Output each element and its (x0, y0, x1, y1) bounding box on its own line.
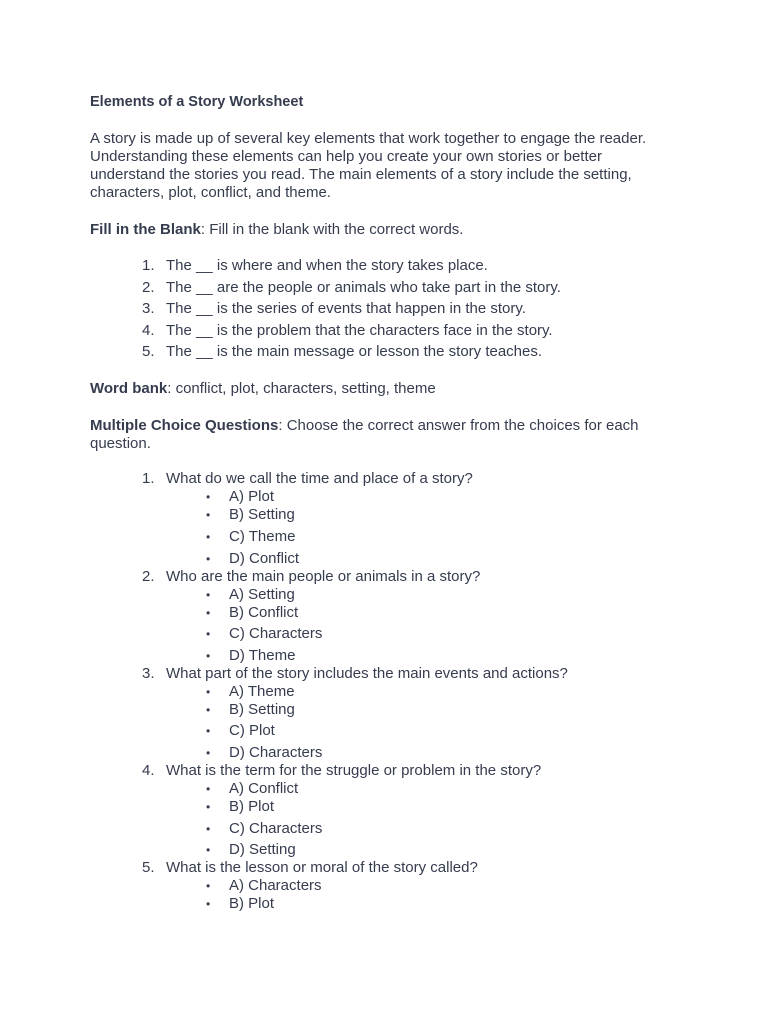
bullet-icon: • (206, 781, 211, 796)
mcq-question (142, 568, 670, 665)
bullet-icon: • (206, 490, 211, 505)
option-item (206, 586, 670, 604)
bullet-icon: • (206, 551, 211, 566)
option-item (206, 895, 670, 913)
bullet-icon: • (206, 821, 211, 836)
option-item (206, 820, 670, 838)
intro-paragraph: A story is made up of several key elements that work together to engage the reader. Understanding these elements can help you create your own stories or better understand the stories you read. The main elements of a story include the setting, characters, plot, conflict, and theme. (90, 130, 647, 201)
question-text: Who are the main people or animals in a story? (166, 567, 481, 585)
option-text: C) Theme (229, 527, 296, 545)
mcq-label: Multiple Choice Questions (90, 417, 279, 435)
question-number: 2. (142, 567, 155, 585)
bullet-icon: • (206, 724, 211, 739)
fill-in-item (142, 343, 670, 361)
option-text: B) Setting (229, 700, 295, 718)
option-list (166, 877, 670, 913)
item-number: 4. (142, 321, 155, 339)
word-bank-text: : conflict, plot, characters, setting, theme (167, 380, 436, 398)
option-list (166, 586, 670, 665)
bullet-icon: • (206, 843, 211, 858)
bullet-icon: • (206, 627, 211, 642)
option-item (206, 506, 670, 524)
option-text: C) Characters (229, 625, 323, 643)
option-item (206, 722, 670, 740)
option-text: B) Plot (229, 797, 275, 815)
bullet-icon: • (206, 745, 211, 760)
bullet-icon: • (206, 702, 211, 717)
question-text: What part of the story includes the main events and actions? (166, 664, 568, 682)
bullet-icon: • (206, 897, 211, 912)
bullet-icon: • (206, 684, 211, 699)
option-text: D) Conflict (229, 549, 300, 567)
fill-in-item (142, 322, 670, 340)
question-text: What is the lesson or moral of the story called? (166, 859, 478, 877)
bullet-icon: • (206, 879, 211, 894)
option-text: A) Setting (229, 585, 295, 603)
bullet-icon: • (206, 508, 211, 523)
bullet-icon: • (206, 605, 211, 620)
fill-in-item (142, 257, 670, 275)
option-text: A) Theme (229, 682, 295, 700)
option-text: A) Conflict (229, 779, 299, 797)
item-text: The __ is the problem that the characters face in the story. (166, 321, 553, 339)
fill-in-label: Fill in the Blank (90, 221, 201, 238)
option-text: D) Theme (229, 646, 296, 664)
mcq-question (142, 470, 670, 567)
option-text: C) Characters (229, 819, 323, 837)
item-number: 1. (142, 257, 155, 274)
item-text: The __ are the people or animals who take part in the story. (166, 278, 561, 296)
option-text: A) Plot (229, 488, 275, 506)
bullet-icon: • (206, 587, 211, 602)
mcq-instructions (90, 417, 670, 453)
item-number: 2. (142, 278, 155, 296)
question-text: What is the term for the struggle or problem in the story? (166, 761, 542, 779)
option-list (166, 683, 670, 762)
option-item (206, 647, 670, 665)
option-text: D) Setting (229, 841, 296, 859)
mcq-list (90, 470, 670, 913)
fill-in-item (142, 279, 670, 297)
option-item (206, 877, 670, 895)
option-item (206, 604, 670, 622)
option-item (206, 488, 670, 506)
option-text: A) Characters (229, 877, 322, 895)
option-item (206, 780, 670, 798)
item-number: 5. (142, 343, 155, 361)
option-item (206, 550, 670, 568)
fill-in-list (90, 257, 670, 361)
option-item (206, 744, 670, 762)
mcq-question (142, 859, 670, 913)
option-item (206, 625, 670, 643)
item-number: 3. (142, 300, 155, 318)
fill-in-instruction-text: : Fill in the blank with the correct words. (200, 221, 464, 238)
mcq-question (142, 665, 670, 762)
bullet-icon: • (206, 799, 211, 814)
question-number: 5. (142, 859, 155, 877)
worksheet-content (90, 93, 670, 913)
page-title: Elements of a Story Worksheet (90, 94, 304, 110)
word-bank-label: Word bank (90, 380, 168, 398)
option-list (166, 780, 670, 859)
mcq-question (142, 762, 670, 859)
question-text: What do we call the time and place of a story? (166, 470, 473, 488)
question-number: 4. (142, 761, 155, 779)
fill-in-instructions (90, 221, 670, 239)
option-item (206, 528, 670, 546)
option-item (206, 683, 670, 701)
option-text: B) Plot (229, 895, 275, 913)
item-text: The __ is the series of events that happen in the story. (166, 300, 526, 318)
option-text: B) Setting (229, 506, 295, 524)
option-item (206, 701, 670, 719)
option-text: B) Conflict (229, 603, 299, 621)
item-text: The __ is the main message or lesson the story teaches. (166, 343, 543, 361)
question-number: 3. (142, 664, 155, 682)
option-text: D) Characters (229, 743, 323, 761)
bullet-icon: • (206, 529, 211, 544)
option-item (206, 798, 670, 816)
option-item (206, 841, 670, 859)
word-bank (90, 380, 670, 398)
mcq-instruction-text: : Choose the correct answer from the choices for each question. (90, 417, 639, 453)
question-number: 1. (142, 470, 155, 488)
option-text: C) Plot (229, 722, 275, 740)
option-list (166, 488, 670, 567)
bullet-icon: • (206, 648, 211, 663)
item-text: The __ is where and when the story takes place. (166, 257, 488, 274)
fill-in-item (142, 300, 670, 318)
